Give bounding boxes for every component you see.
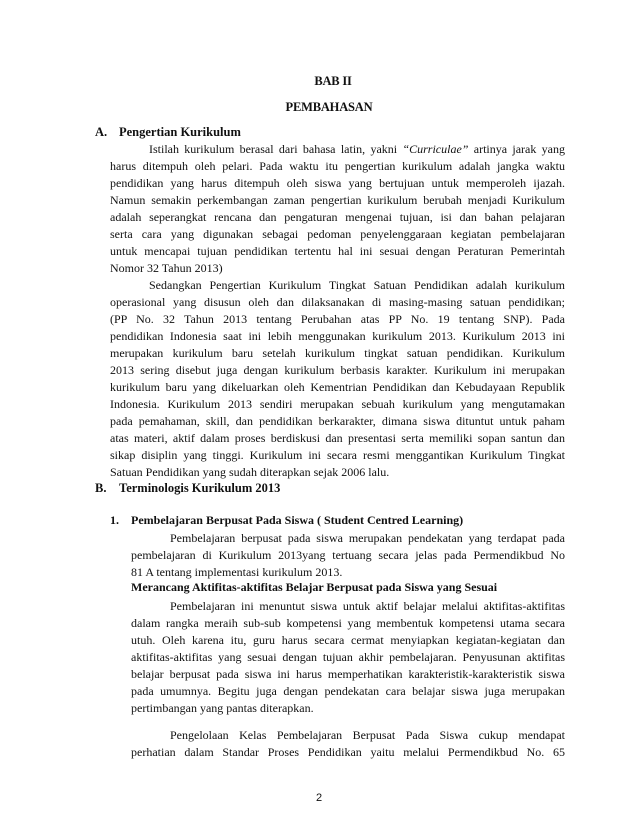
- section-b-title: Terminologis Kurikulum 2013: [119, 481, 281, 495]
- paragraph-line: sikap disiplin yang tinggi. Kurikulum ini secara resmi menggantikan Kurikulum Tingkat: [110, 448, 565, 462]
- paragraph-line: aktifitas-aktifitas yang sesuai dengan tujuan akhir pembelajaran. Penyusunan aktifitas: [131, 650, 565, 664]
- section-a-title: Pengertian Kurikulum: [119, 125, 241, 139]
- paragraph-line: (PP No. 32 Tahun 2013 tentang Perubahan atas PP No. 19 tentang SNP). Pada: [110, 312, 565, 326]
- paragraph-line: harus ditempuh oleh pelari. Pada waktu itu pengertian kurikulum adalah jangka waktu: [110, 159, 565, 173]
- chapter-title: BAB II: [314, 74, 352, 88]
- section-a-heading: [95, 125, 241, 140]
- paragraph-line: pendidikan yang harus ditempuh oleh siswa yang bertujuan untuk memperoleh ijazah.: [110, 176, 565, 190]
- paragraph-line: adalah seperangkat rencana dan pengaturan mengenai tujuan, isi dan bahan pelajaran: [110, 210, 565, 224]
- section-title: PEMBAHASAN: [285, 100, 373, 114]
- paragraph-line: Sedangkan Pengertian Kurikulum Tingkat Satuan Pendidikan adalah kurikulum: [149, 278, 565, 292]
- page-number: 2: [315, 792, 323, 804]
- paragraph-line: Istilah kurikulum berasal dari bahasa latin, yakni “Curriculae” artinya jarak yang: [149, 142, 566, 156]
- paragraph-line: utuh. Oleh karena itu, guru harus secara cermat menyiapkan kegiatan-kegiatan dan: [131, 633, 565, 647]
- paragraph-line: Pembelajaran ini menuntut siswa untuk aktif belajar melalui aktifitas-aktifitas: [170, 599, 565, 613]
- item-1-title: Pembelajaran Berpusat Pada Siswa ( Student Centred Learning): [131, 513, 464, 527]
- paragraph-line: atas materi, aktif dalam proses berdiskusi dan presentasi serta memiliki sopan santun dan: [110, 431, 565, 445]
- paragraph-line: Pembelajaran berpusat pada siswa merupakan pendekatan yang terdapat pada: [170, 531, 565, 545]
- item-1-heading: [110, 513, 463, 528]
- section-b-number: B.: [95, 481, 107, 495]
- section-b-heading: [95, 481, 280, 496]
- paragraph-line: kurikulum baru yang dikeluarkan oleh Kementrian Pendidikan dan Kebudayaan Republik: [110, 380, 565, 394]
- paragraph-line: serta cara yang digunakan sebagai pedoman penyelenggaraan kegiatan pembelajaran: [110, 227, 565, 241]
- paragraph-line: Indonesia. Kurikulum 2013 sendiri merupakan sebuah kurikulum yang mengutamakan: [110, 397, 565, 411]
- paragraph-line: pertimbangan yang pantas diterapkan.: [131, 701, 314, 715]
- paragraph-line: pada pemahaman, skill, dan pendidikan berkarakter, dimana siswa dituntut untuk paham: [110, 414, 565, 428]
- paragraph-line: pembelajaran di Kurikulum 2013yang tertuang secara jelas pada Permendikbud No: [131, 548, 565, 562]
- item-1-number: 1.: [110, 513, 119, 527]
- paragraph-line: untuk mencapai tujuan pendidikan tertentu hal ini sesuai dengan Peraturan Pemerintah: [110, 244, 565, 258]
- paragraph-line: pada umumnya. Begitu juga dengan pendekatan cara belajar siswa juga merupakan: [131, 684, 565, 698]
- paragraph-line: merupakan kurikulum baru setelah kurikulum tingkat satuan pendidikan. Kurikulum: [110, 346, 565, 360]
- paragraph-line: operasional yang disusun oleh dan dilaksanakan di masing-masing satuan pendidikan;: [110, 295, 565, 309]
- paragraph-line: 81 A tentang implementasi kurikulum 2013.: [131, 565, 343, 579]
- paragraph-line: Namun semakin perkembangan zaman pengertian kurikulum berubah menjadi Kurikulum: [110, 193, 565, 207]
- paragraph-line: belajar berpusat pada siswa ini harus memperhatikan karakteristik-karakteristik siswa: [131, 667, 565, 681]
- paragraph-line: 2013 sering disebut juga dengan kurikulum berbasis karakter. Kurikulum ini merupakan: [110, 363, 565, 377]
- paragraph-line: Satuan Pendidikan yang sudah diterapkan sejak 2006 lalu.: [110, 465, 390, 479]
- paragraph-line: perhatian dalam Standar Proses Pendidikan yaitu melalui Permendikbud No. 65: [131, 745, 565, 759]
- paragraph-line: dalam rangka meraih sub-sub kompetensi yang membentuk kompetensi utama secara: [131, 616, 565, 630]
- subheading: Merancang Aktifitas-aktifitas Belajar Berpusat pada Siswa yang Sesuai: [131, 580, 498, 594]
- section-a-number: A.: [95, 125, 108, 139]
- paragraph-line: Nomor 32 Tahun 2013): [110, 261, 223, 275]
- paragraph-line: Pengelolaan Kelas Pembelajaran Berpusat Pada Siswa cukup mendapat: [170, 728, 565, 742]
- paragraph-line: pendidikan Indonesia saat ini lebih menggunakan kurikulum 2013. Kurikulum 2013 ini: [110, 329, 565, 343]
